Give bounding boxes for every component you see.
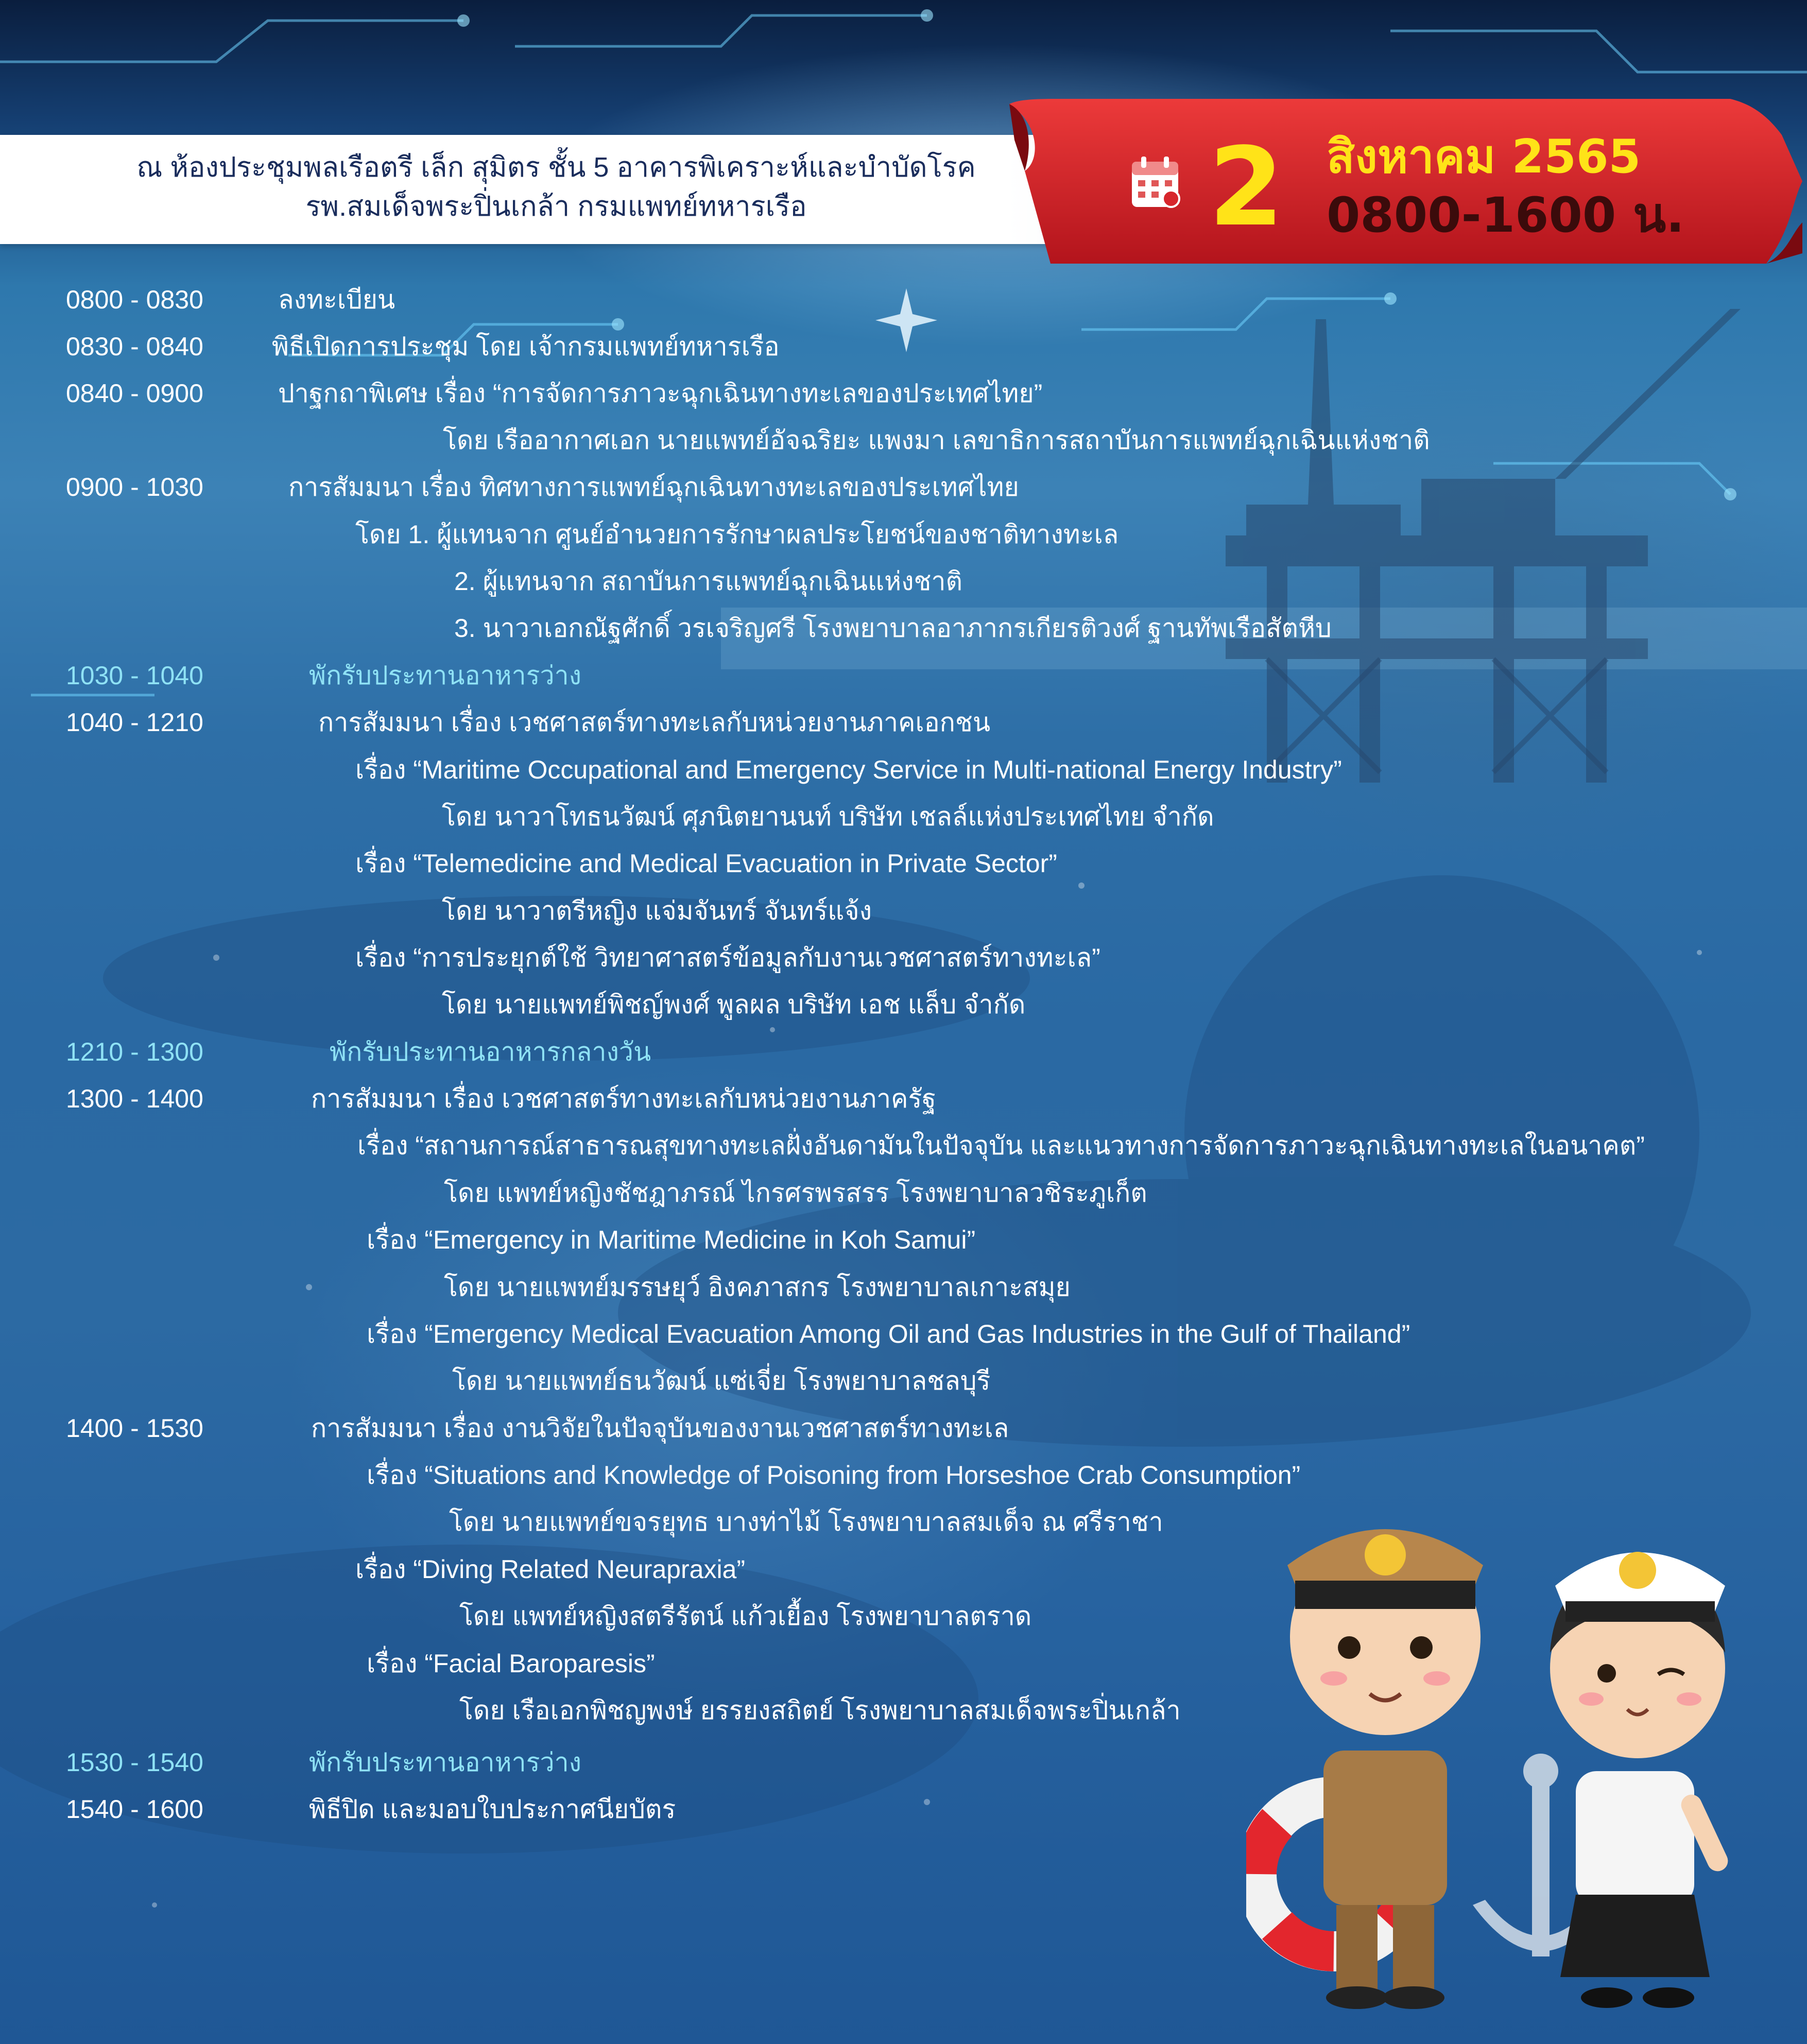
schedule-row — [0, 1311, 1807, 1357]
schedule-time: 1400 - 1530 — [66, 1414, 203, 1443]
calendar-icon — [1129, 154, 1185, 211]
schedule-text: การสัมมนา เรื่อง งานวิจัยในปัจจุบันของงานเวชศาสตร์ทางทะเล — [311, 1414, 1009, 1443]
date-month-year: สิงหาคม 2565 — [1327, 130, 1641, 184]
schedule-text: โดย เรืออากาศเอก นายแพทย์อัจฉริยะ แพงมา เลขาธิการสถาบันการแพทย์ฉุกเฉินแห่งชาติ — [443, 426, 1430, 455]
schedule-text: เรื่อง “Facial Baroparesis” — [367, 1649, 655, 1678]
schedule-row — [0, 323, 1807, 370]
schedule-row — [0, 1122, 1807, 1169]
schedule-row — [0, 370, 1807, 417]
schedule-text: เรื่อง “Emergency Medical Evacuation Among Oil and Gas Industries in the Gulf of Thailand” — [367, 1320, 1410, 1348]
schedule-row — [0, 1405, 1807, 1451]
schedule-text: การสัมมนา เรื่อง ทิศทางการแพทย์ฉุกเฉินทางทะเลของประเทศไทย — [288, 473, 1019, 501]
schedule-text: เรื่อง “Maritime Occupational and Emergency Service in Multi-national Energy Industry” — [355, 755, 1342, 784]
schedule-row — [0, 558, 1807, 604]
schedule-row — [0, 464, 1807, 510]
schedule-row — [0, 793, 1807, 840]
schedule-text: เรื่อง “การประยุกต์ใช้ วิทยาศาสตร์ข้อมูลกับงานเวชศาสตร์ทางทะเล” — [355, 943, 1100, 972]
schedule-text: เรื่อง “Telemedicine and Medical Evacuation in Private Sector” — [355, 849, 1057, 878]
schedule-text: โดย นายแพทย์ธนวัฒน์ แซ่เจี่ย โรงพยาบาลชลบุรี — [452, 1366, 991, 1395]
schedule-text: พักรับประทานอาหารกลางวัน — [330, 1037, 651, 1066]
schedule-row — [0, 511, 1807, 558]
schedule-text: การสัมมนา เรื่อง เวชศาสตร์ทางทะเลกับหน่วยงานภาครัฐ — [311, 1084, 936, 1113]
schedule-row — [0, 1217, 1807, 1263]
schedule-row — [0, 276, 1807, 323]
schedule-row — [0, 934, 1807, 981]
schedule-row — [0, 417, 1807, 463]
schedule-text: พิธีปิด และมอบใบประกาศนียบัตร — [309, 1795, 676, 1824]
date-banner — [1009, 99, 1802, 274]
schedule-text: เรื่อง “Emergency in Maritime Medicine in Koh Samui” — [367, 1225, 976, 1254]
schedule-row-break — [0, 652, 1807, 699]
schedule-row — [0, 747, 1807, 793]
schedule-text: โดย นายแพทย์ขจรยุทธ บางท่าไม้ โรงพยาบาลสมเด็จ ณ ศรีราชา — [449, 1508, 1163, 1536]
schedule-time: 1030 - 1040 — [66, 661, 203, 690]
schedule-time: 0800 - 0830 — [66, 285, 203, 314]
schedule-row — [0, 699, 1807, 746]
schedule-text: ลงทะเบียน — [278, 285, 395, 314]
venue-line-2: รพ.สมเด็จพระปิ่นเกล้า กรมแพทย์ทหารเรือ — [305, 191, 807, 222]
date-time-range: 0800-1600 น. — [1327, 187, 1684, 244]
schedule-row — [0, 1170, 1807, 1216]
schedule-text: เรื่อง “Diving Related Neurapraxia” — [355, 1555, 746, 1584]
schedule-text: โดย นายแพทย์พิชญ์พงศ์ พูลผล บริษัท เอช แล็บ จำกัด — [442, 990, 1026, 1019]
schedule-row — [0, 605, 1807, 651]
schedule-row — [0, 1358, 1807, 1404]
schedule-row — [0, 840, 1807, 887]
schedule-row — [0, 1076, 1807, 1122]
schedule-text: โดย นาวาโทธนวัฒน์ ศุภนิตยานนท์ บริษัท เชลล์แห่งประเทศไทย จำกัด — [442, 802, 1214, 831]
schedule-text: ปาฐกถาพิเศษ เรื่อง “การจัดการภาวะฉุกเฉินทางทะเลของประเทศไทย” — [278, 379, 1043, 408]
schedule-text: 3. นาวาเอกณัฐศักดิ์ วรเจริญศรี โรงพยาบาลอาภากรเกียรติวงศ์ ฐานทัพเรือสัตหีบ — [454, 614, 1332, 643]
schedule-time: 1540 - 1600 — [66, 1795, 203, 1824]
schedule-text: เรื่อง “Situations and Knowledge of Poisoning from Horseshoe Crab Consumption” — [367, 1461, 1301, 1489]
schedule-text: 2. ผู้แทนจาก สถาบันการแพทย์ฉุกเฉินแห่งชาติ — [454, 567, 962, 596]
schedule-text: พักรับประทานอาหารว่าง — [309, 1748, 582, 1777]
schedule-time: 1040 - 1210 — [66, 708, 203, 737]
schedule-text: โดย นายแพทย์มรรษยุว์ อิงคภาสกร โรงพยาบาลเกาะสมุย — [444, 1273, 1071, 1302]
schedule-text: พิธีเปิดการประชุม โดย เจ้ากรมแพทย์ทหารเรือ — [272, 332, 780, 361]
schedule-row — [0, 888, 1807, 934]
schedule-time: 0840 - 0900 — [66, 379, 203, 408]
schedule-text: โดย แพทย์หญิงสตรีรัตน์ แก้วเยื้อง โรงพยาบาลตราด — [459, 1602, 1032, 1631]
female-officer-figure — [1550, 1552, 1731, 2008]
schedule-time: 1530 - 1540 — [66, 1748, 203, 1777]
schedule-text: พักรับประทานอาหารว่าง — [309, 661, 582, 690]
schedule-text: การสัมมนา เรื่อง เวชศาสตร์ทางทะเลกับหน่วยงานภาคเอกชน — [318, 708, 991, 737]
schedule-row — [0, 1264, 1807, 1310]
schedule-text: โดย 1. ผู้แทนจาก ศูนย์อำนวยการรักษาผลประโยชน์ของชาติทางทะเล — [355, 520, 1119, 549]
schedule-time: 0830 - 0840 — [66, 332, 203, 361]
schedule-text: โดย แพทย์หญิงชัชฎาภรณ์ ไกรศรพรสรร โรงพยาบาลวชิระภูเก็ต — [444, 1179, 1147, 1207]
schedule-row-break — [0, 1029, 1807, 1075]
navy-mascots-illustration — [1246, 1483, 1792, 2029]
date-day: 2 — [1208, 124, 1284, 250]
schedule-time: 1300 - 1400 — [66, 1084, 203, 1113]
schedule-time: 0900 - 1030 — [66, 473, 203, 501]
schedule-row — [0, 981, 1807, 1028]
schedule-time: 1210 - 1300 — [66, 1037, 203, 1066]
schedule-text: โดย นาวาตรีหญิง แจ่มจันทร์ จันทร์แจ้ง — [442, 896, 872, 925]
venue-line-1: ณ ห้องประชุมพลเรือตรี เล็ก สุมิตร ชั้น 5 อาคารพิเคราะห์และบำบัดโรค — [136, 152, 976, 183]
schedule-text: เรื่อง “สถานการณ์สาธารณสุขทางทะเลฝั่งอันดามันในปัจจุบัน และแนวทางการจัดการภาวะฉุกเฉินทางทะเลในอนาคต” — [357, 1131, 1645, 1160]
schedule-text: โดย เรือเอกพิชญพงษ์ ยรรยงสถิตย์ โรงพยาบาลสมเด็จพระปิ่นเกล้า — [459, 1696, 1181, 1725]
